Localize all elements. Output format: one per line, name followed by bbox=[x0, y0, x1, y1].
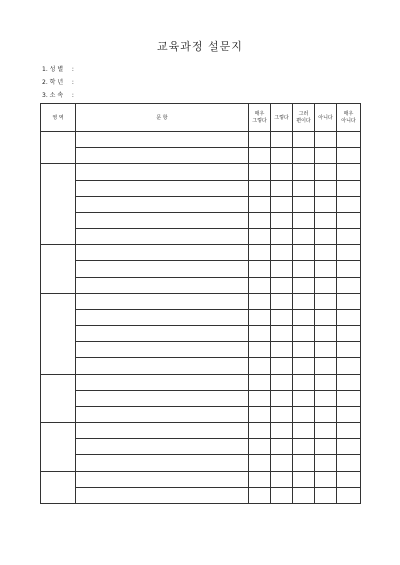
table-row bbox=[41, 148, 361, 164]
response-cell-disagree[interactable] bbox=[315, 196, 337, 212]
response-cell-strongly-agree[interactable] bbox=[249, 148, 271, 164]
question-cell[interactable] bbox=[76, 212, 249, 228]
option-5-line1: 매우 bbox=[343, 110, 354, 117]
response-cell-neutral[interactable] bbox=[293, 342, 315, 358]
area-cell[interactable] bbox=[41, 423, 76, 472]
response-cell-neutral[interactable] bbox=[293, 455, 315, 471]
table-row bbox=[41, 342, 361, 358]
question-cell[interactable] bbox=[76, 277, 249, 293]
question-cell[interactable] bbox=[76, 439, 249, 455]
table-row bbox=[41, 406, 361, 422]
response-cell-agree[interactable] bbox=[271, 423, 293, 439]
response-cell-disagree[interactable] bbox=[315, 358, 337, 374]
response-cell-strongly-agree[interactable] bbox=[249, 196, 271, 212]
table-row bbox=[41, 326, 361, 342]
table-row bbox=[41, 196, 361, 212]
question-cell[interactable] bbox=[76, 245, 249, 261]
question-cell[interactable] bbox=[76, 326, 249, 342]
response-cell-agree[interactable] bbox=[271, 148, 293, 164]
response-cell-agree[interactable] bbox=[271, 374, 293, 390]
response-cell-strongly-disagree[interactable] bbox=[337, 455, 361, 471]
response-cell-neutral[interactable] bbox=[293, 132, 315, 148]
response-cell-neutral[interactable] bbox=[293, 229, 315, 245]
response-cell-strongly-disagree[interactable] bbox=[337, 229, 361, 245]
survey-table bbox=[40, 103, 361, 504]
table-row bbox=[41, 164, 361, 180]
response-cell-agree[interactable] bbox=[271, 245, 293, 261]
response-cell-strongly-agree[interactable] bbox=[249, 487, 271, 503]
response-cell-strongly-disagree[interactable] bbox=[337, 245, 361, 261]
area-cell[interactable] bbox=[41, 164, 76, 245]
response-cell-disagree[interactable] bbox=[315, 406, 337, 422]
response-cell-disagree[interactable] bbox=[315, 164, 337, 180]
question-cell[interactable] bbox=[76, 229, 249, 245]
response-cell-agree[interactable] bbox=[271, 406, 293, 422]
response-cell-strongly-agree[interactable] bbox=[249, 471, 271, 487]
option-5-line2: 아니다 bbox=[341, 117, 356, 124]
header-option-strongly-agree bbox=[249, 104, 271, 132]
question-cell[interactable] bbox=[76, 487, 249, 503]
response-cell-neutral[interactable] bbox=[293, 277, 315, 293]
option-2-line1: 그렇다 bbox=[274, 114, 289, 121]
table-row bbox=[41, 180, 361, 196]
response-cell-strongly-agree[interactable] bbox=[249, 277, 271, 293]
area-cell[interactable] bbox=[41, 132, 76, 164]
response-cell-strongly-agree[interactable] bbox=[249, 229, 271, 245]
response-cell-strongly-agree[interactable] bbox=[249, 455, 271, 471]
response-cell-strongly-agree[interactable] bbox=[249, 374, 271, 390]
response-cell-disagree[interactable] bbox=[315, 342, 337, 358]
response-cell-disagree[interactable] bbox=[315, 309, 337, 325]
response-cell-agree[interactable] bbox=[271, 326, 293, 342]
response-cell-strongly-agree[interactable] bbox=[249, 164, 271, 180]
table-row bbox=[41, 261, 361, 277]
header-option-strongly-disagree bbox=[337, 104, 361, 132]
table-row bbox=[41, 132, 361, 148]
response-cell-strongly-disagree[interactable] bbox=[337, 358, 361, 374]
response-cell-neutral[interactable] bbox=[293, 471, 315, 487]
response-cell-disagree[interactable] bbox=[315, 261, 337, 277]
question-cell[interactable] bbox=[76, 261, 249, 277]
response-cell-strongly-agree[interactable] bbox=[249, 326, 271, 342]
area-cell[interactable] bbox=[41, 245, 76, 294]
response-cell-agree[interactable] bbox=[271, 390, 293, 406]
response-cell-strongly-agree[interactable] bbox=[249, 439, 271, 455]
response-cell-strongly-disagree[interactable] bbox=[337, 277, 361, 293]
response-cell-disagree[interactable] bbox=[315, 374, 337, 390]
info-gender-colon: : bbox=[71, 66, 74, 73]
response-cell-disagree[interactable] bbox=[315, 487, 337, 503]
info-gender-label: 1. 성 별 bbox=[42, 66, 64, 73]
question-cell[interactable] bbox=[76, 164, 249, 180]
question-cell[interactable] bbox=[76, 148, 249, 164]
response-cell-strongly-agree[interactable] bbox=[249, 390, 271, 406]
response-cell-agree[interactable] bbox=[271, 342, 293, 358]
info-affiliation-colon: : bbox=[71, 92, 74, 99]
response-cell-agree[interactable] bbox=[271, 164, 293, 180]
response-cell-disagree[interactable] bbox=[315, 455, 337, 471]
question-cell[interactable] bbox=[76, 374, 249, 390]
info-affiliation-label: 3. 소 속 bbox=[42, 92, 64, 99]
response-cell-neutral[interactable] bbox=[293, 148, 315, 164]
response-cell-strongly-disagree[interactable] bbox=[337, 406, 361, 422]
response-cell-strongly-disagree[interactable] bbox=[337, 471, 361, 487]
response-cell-strongly-disagree[interactable] bbox=[337, 423, 361, 439]
response-cell-strongly-disagree[interactable] bbox=[337, 326, 361, 342]
info-grade-label: 2. 학 년 bbox=[42, 79, 64, 86]
response-cell-neutral[interactable] bbox=[293, 423, 315, 439]
response-cell-agree[interactable] bbox=[271, 309, 293, 325]
info-gender bbox=[42, 66, 74, 74]
response-cell-agree[interactable] bbox=[271, 277, 293, 293]
response-cell-agree[interactable] bbox=[271, 261, 293, 277]
area-cell[interactable] bbox=[41, 374, 76, 423]
response-cell-strongly-disagree[interactable] bbox=[337, 196, 361, 212]
question-cell[interactable] bbox=[76, 423, 249, 439]
header-option-agree bbox=[271, 104, 293, 132]
question-cell[interactable] bbox=[76, 358, 249, 374]
response-cell-disagree[interactable] bbox=[315, 390, 337, 406]
response-cell-strongly-agree[interactable] bbox=[249, 342, 271, 358]
response-cell-neutral[interactable] bbox=[293, 374, 315, 390]
response-cell-strongly-disagree[interactable] bbox=[337, 261, 361, 277]
response-cell-agree[interactable] bbox=[271, 471, 293, 487]
question-cell[interactable] bbox=[76, 406, 249, 422]
response-cell-disagree[interactable] bbox=[315, 229, 337, 245]
table-row bbox=[41, 455, 361, 471]
page-title: 교육과정 설문지 bbox=[157, 40, 243, 53]
response-cell-neutral[interactable] bbox=[293, 164, 315, 180]
question-cell[interactable] bbox=[76, 390, 249, 406]
table-row bbox=[41, 245, 361, 261]
response-cell-neutral[interactable] bbox=[293, 390, 315, 406]
header-option-neutral bbox=[293, 104, 315, 132]
response-cell-agree[interactable] bbox=[271, 212, 293, 228]
response-cell-neutral[interactable] bbox=[293, 358, 315, 374]
question-cell[interactable] bbox=[76, 196, 249, 212]
response-cell-strongly-disagree[interactable] bbox=[337, 148, 361, 164]
response-cell-neutral[interactable] bbox=[293, 245, 315, 261]
response-cell-agree[interactable] bbox=[271, 196, 293, 212]
area-cell[interactable] bbox=[41, 293, 76, 374]
response-cell-agree[interactable] bbox=[271, 293, 293, 309]
response-cell-neutral[interactable] bbox=[293, 180, 315, 196]
response-cell-strongly-agree[interactable] bbox=[249, 309, 271, 325]
response-cell-agree[interactable] bbox=[271, 180, 293, 196]
table-row bbox=[41, 471, 361, 487]
question-cell[interactable] bbox=[76, 132, 249, 148]
table-row bbox=[41, 374, 361, 390]
table-row bbox=[41, 277, 361, 293]
response-cell-agree[interactable] bbox=[271, 358, 293, 374]
response-cell-strongly-agree[interactable] bbox=[249, 132, 271, 148]
response-cell-disagree[interactable] bbox=[315, 148, 337, 164]
table-row bbox=[41, 487, 361, 503]
response-cell-disagree[interactable] bbox=[315, 212, 337, 228]
question-cell[interactable] bbox=[76, 455, 249, 471]
header-question: 문 항 bbox=[76, 104, 249, 132]
response-cell-neutral[interactable] bbox=[293, 309, 315, 325]
response-cell-disagree[interactable] bbox=[315, 132, 337, 148]
response-cell-disagree[interactable] bbox=[315, 245, 337, 261]
option-3-line1: 그러 bbox=[298, 110, 309, 117]
area-cell[interactable] bbox=[41, 471, 76, 503]
response-cell-strongly-disagree[interactable] bbox=[337, 132, 361, 148]
table-row bbox=[41, 358, 361, 374]
table-header-row bbox=[41, 104, 361, 132]
response-cell-strongly-agree[interactable] bbox=[249, 261, 271, 277]
response-cell-agree[interactable] bbox=[271, 229, 293, 245]
option-4-line1: 아니다 bbox=[318, 114, 333, 121]
response-cell-neutral[interactable] bbox=[293, 406, 315, 422]
response-cell-strongly-agree[interactable] bbox=[249, 406, 271, 422]
question-cell[interactable] bbox=[76, 471, 249, 487]
response-cell-disagree[interactable] bbox=[315, 180, 337, 196]
response-cell-strongly-disagree[interactable] bbox=[337, 374, 361, 390]
response-cell-neutral[interactable] bbox=[293, 212, 315, 228]
response-cell-strongly-disagree[interactable] bbox=[337, 342, 361, 358]
response-cell-strongly-disagree[interactable] bbox=[337, 164, 361, 180]
response-cell-agree[interactable] bbox=[271, 455, 293, 471]
info-grade bbox=[42, 79, 74, 87]
response-cell-strongly-agree[interactable] bbox=[249, 245, 271, 261]
option-1-line1: 매우 bbox=[254, 110, 265, 117]
response-cell-neutral[interactable] bbox=[293, 487, 315, 503]
response-cell-strongly-agree[interactable] bbox=[249, 358, 271, 374]
question-cell[interactable] bbox=[76, 342, 249, 358]
response-cell-neutral[interactable] bbox=[293, 261, 315, 277]
table-row bbox=[41, 439, 361, 455]
response-cell-neutral[interactable] bbox=[293, 293, 315, 309]
response-cell-strongly-disagree[interactable] bbox=[337, 212, 361, 228]
table-row bbox=[41, 309, 361, 325]
response-cell-strongly-disagree[interactable] bbox=[337, 390, 361, 406]
response-cell-strongly-disagree[interactable] bbox=[337, 487, 361, 503]
info-affiliation bbox=[42, 92, 74, 100]
response-cell-agree[interactable] bbox=[271, 487, 293, 503]
info-grade-colon: : bbox=[71, 79, 74, 86]
table-row bbox=[41, 390, 361, 406]
response-cell-strongly-agree[interactable] bbox=[249, 212, 271, 228]
question-cell[interactable] bbox=[76, 293, 249, 309]
response-cell-strongly-agree[interactable] bbox=[249, 423, 271, 439]
response-cell-neutral[interactable] bbox=[293, 326, 315, 342]
response-cell-agree[interactable] bbox=[271, 132, 293, 148]
response-cell-disagree[interactable] bbox=[315, 423, 337, 439]
response-cell-agree[interactable] bbox=[271, 439, 293, 455]
response-cell-neutral[interactable] bbox=[293, 196, 315, 212]
option-1-line2: 그렇다 bbox=[252, 117, 267, 124]
question-cell[interactable] bbox=[76, 309, 249, 325]
table-row bbox=[41, 293, 361, 309]
response-cell-disagree[interactable] bbox=[315, 326, 337, 342]
response-cell-disagree[interactable] bbox=[315, 439, 337, 455]
response-cell-strongly-agree[interactable] bbox=[249, 180, 271, 196]
table-row bbox=[41, 229, 361, 245]
option-3-line2: 편이다 bbox=[296, 117, 311, 124]
response-cell-strongly-disagree[interactable] bbox=[337, 293, 361, 309]
response-cell-strongly-disagree[interactable] bbox=[337, 180, 361, 196]
header-area: 영 역 bbox=[41, 104, 76, 132]
response-cell-neutral[interactable] bbox=[293, 439, 315, 455]
response-cell-disagree[interactable] bbox=[315, 277, 337, 293]
response-cell-strongly-agree[interactable] bbox=[249, 293, 271, 309]
response-cell-strongly-disagree[interactable] bbox=[337, 439, 361, 455]
response-cell-strongly-disagree[interactable] bbox=[337, 309, 361, 325]
question-cell[interactable] bbox=[76, 180, 249, 196]
table-row bbox=[41, 212, 361, 228]
header-option-disagree bbox=[315, 104, 337, 132]
response-cell-disagree[interactable] bbox=[315, 471, 337, 487]
table-row bbox=[41, 423, 361, 439]
response-cell-disagree[interactable] bbox=[315, 293, 337, 309]
